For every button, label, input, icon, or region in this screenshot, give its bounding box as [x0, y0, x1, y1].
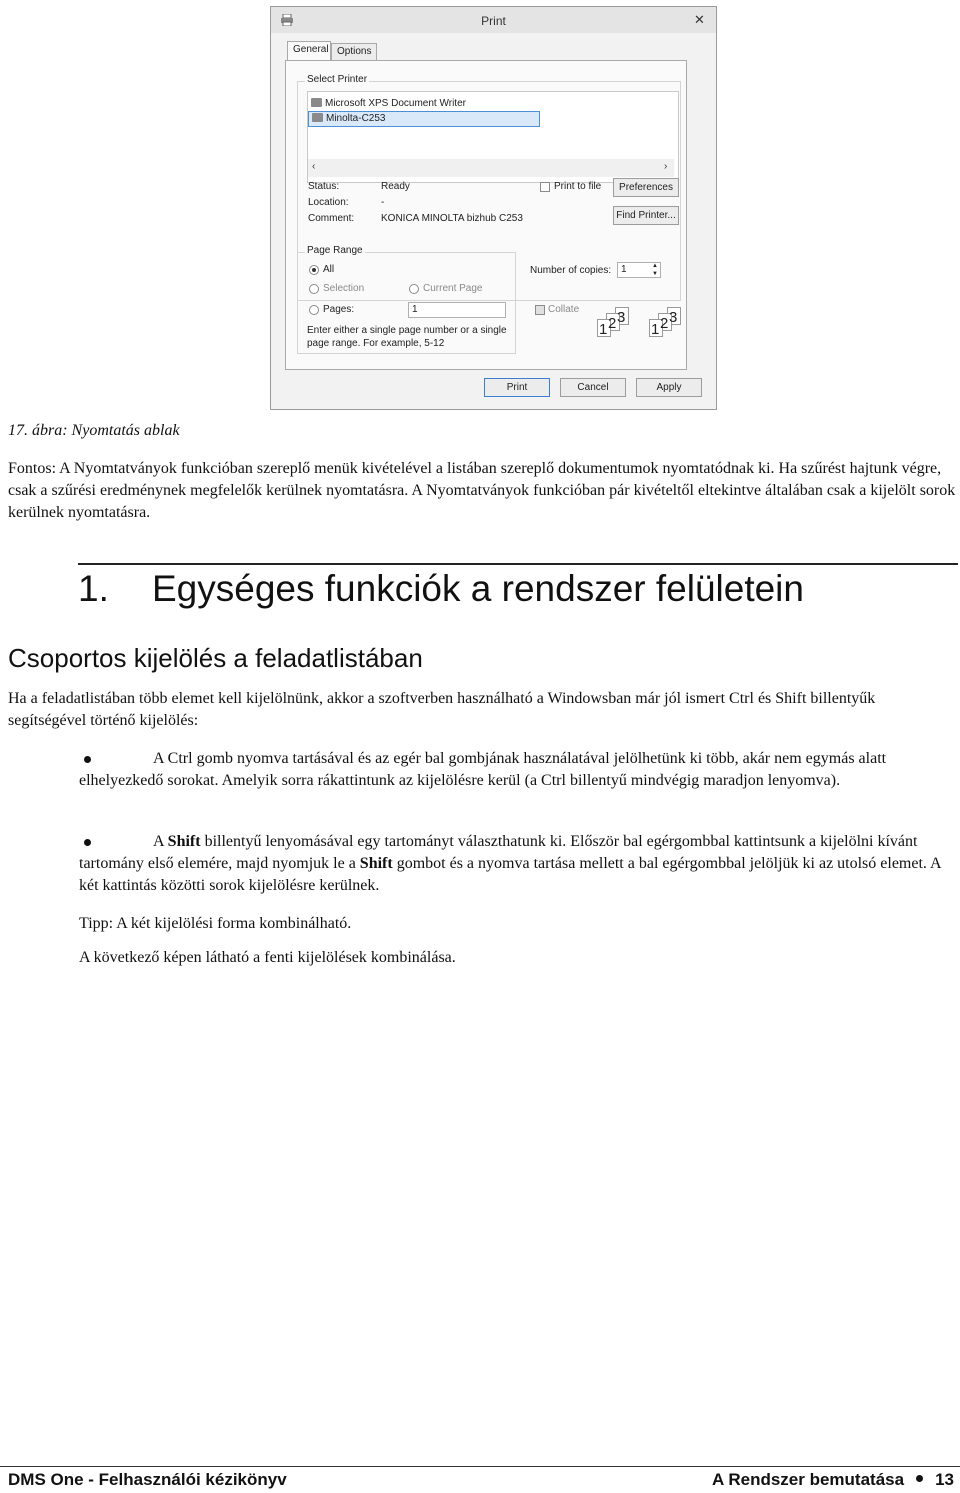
- pages-input[interactable]: 1: [408, 302, 506, 318]
- radio-all-label: All: [323, 264, 335, 275]
- copies-label: Number of copies:: [530, 265, 612, 276]
- dialog-title: Print: [481, 14, 506, 28]
- printer-list-scrollbar[interactable]: [308, 159, 674, 177]
- print-to-file-checkbox[interactable]: [540, 182, 550, 192]
- list-item: A Ctrl gomb nyomva tartásával és az egér bal gombjának használatával jelölhetünk ki több, akár nem egymás alatt elhelyezkedő sorokat. Amelyik sorra rákattintunk az kijelölésre kerül (a Ctrl billentyű mindvégig maradjon lenyomva).: [79, 750, 887, 789]
- chapter-title: Egységes funkciók a rendszer felületein: [152, 568, 804, 609]
- printer-icon: [312, 113, 323, 122]
- print-dialog-screenshot: [270, 6, 717, 410]
- scroll-right-icon[interactable]: ›: [664, 161, 668, 172]
- scroll-left-icon[interactable]: ‹: [312, 161, 316, 172]
- tip-text: Tipp: A két kijelölési forma kombinálható.: [79, 915, 352, 932]
- radio-selection[interactable]: [309, 284, 319, 294]
- radio-current-page[interactable]: [409, 284, 419, 294]
- page-range-label: Page Range: [307, 245, 363, 256]
- intro-paragraph: Ha a feladatlistában több elemet kell kijelölnünk, akkor a szoftverben használható a Windowsban már jól ismert Ctrl és Shift billentyűk segítségével történő kijelölés:: [8, 690, 876, 729]
- copies-input[interactable]: 1: [617, 262, 661, 278]
- heading-rule: [78, 563, 958, 565]
- radio-all[interactable]: [309, 265, 319, 275]
- comment-label: Comment:: [308, 213, 355, 224]
- select-printer-label: Select Printer: [307, 74, 368, 85]
- close-icon[interactable]: ✕: [694, 12, 705, 27]
- collate-checkbox[interactable]: [535, 305, 545, 315]
- footer-section-name: A Rendszer bemutatása: [711, 1470, 905, 1489]
- page-number: 13: [935, 1470, 954, 1489]
- tab-general[interactable]: General: [287, 41, 331, 61]
- footer-title: DMS One - Felhasználói kézikönyv: [8, 1470, 287, 1489]
- list-item: A Shift billentyű lenyomásával egy tartományt választhatunk ki. Először bal egérgombbal kattintsunk a kijelölni kívánt tartomány első elemére, majd nyomjuk le a Shift gombot és a nyomva tartása mellett a bal egérgombbal jelöljük ki az utolsó elemet. A két kattintás közötti sorok kijelölésre kerülnek.: [79, 833, 941, 894]
- printer-icon: [311, 98, 322, 107]
- page-num: 2: [608, 315, 617, 332]
- find-printer-button[interactable]: Find Printer...: [613, 206, 679, 225]
- page-num: 1: [651, 321, 660, 338]
- page-num: 2: [660, 315, 669, 332]
- tab-options[interactable]: Options: [331, 43, 377, 61]
- location-value: -: [381, 197, 385, 208]
- chapter-number: 1.: [78, 568, 109, 609]
- radio-selection-label: Selection: [323, 283, 365, 294]
- radio-current-page-label: Current Page: [423, 283, 483, 294]
- cancel-button[interactable]: Cancel: [560, 378, 626, 397]
- chapter-heading: [78, 568, 804, 610]
- radio-pages[interactable]: [309, 305, 319, 315]
- footer-section: [712, 1470, 954, 1490]
- section-heading: Csoportos kijelölés a feladatlistában: [8, 643, 423, 673]
- location-label: Location:: [308, 197, 349, 208]
- collate-label: Collate: [548, 304, 580, 315]
- print-to-file-label: Print to file: [554, 181, 602, 192]
- printer-item-minolta[interactable]: Minolta-C253: [308, 111, 540, 127]
- radio-pages-label: Pages:: [323, 304, 355, 315]
- page-num: 1: [599, 321, 608, 338]
- status-label: Status:: [308, 181, 340, 192]
- comment-value: KONICA MINOLTA bizhub C253: [381, 213, 523, 224]
- figure-caption: 17. ábra: Nyomtatás ablak: [8, 422, 180, 439]
- status-value: Ready: [381, 181, 410, 192]
- copies-spinner-icon[interactable]: ▲ ▼: [652, 263, 658, 277]
- page-num: 3: [669, 309, 678, 326]
- range-hint-1: Enter either a single page number or a single: [307, 325, 507, 336]
- apply-button[interactable]: Apply: [636, 378, 702, 397]
- footer-rule: [0, 1466, 960, 1467]
- next-image-text: A következő képen látható a fenti kijelölések kombinálása.: [79, 949, 456, 966]
- note-paragraph: Fontos: A Nyomtatványok funkcióban szereplő menük kivételével a listában szereplő dokumentumok nyomtatódnak ki. Ha szűrést hajtunk végre, csak a szűrési eredménynek megfelelők kerülnek nyomtatásra. A Nyomtatványok funkcióban pár kivételtől eltekintve általában csak a kijelölt sorok kerülnek nyomtatásra.: [8, 460, 956, 521]
- print-button[interactable]: Print: [484, 378, 550, 397]
- range-hint-2: page range. For example, 5-12: [307, 338, 445, 349]
- footer-bullet-icon: [916, 1475, 923, 1482]
- collate-illustration-2: [649, 307, 689, 343]
- preferences-button[interactable]: Preferences: [613, 178, 679, 197]
- page-num: 3: [617, 309, 626, 326]
- printer-item-xps[interactable]: Microsoft XPS Document Writer: [308, 97, 678, 111]
